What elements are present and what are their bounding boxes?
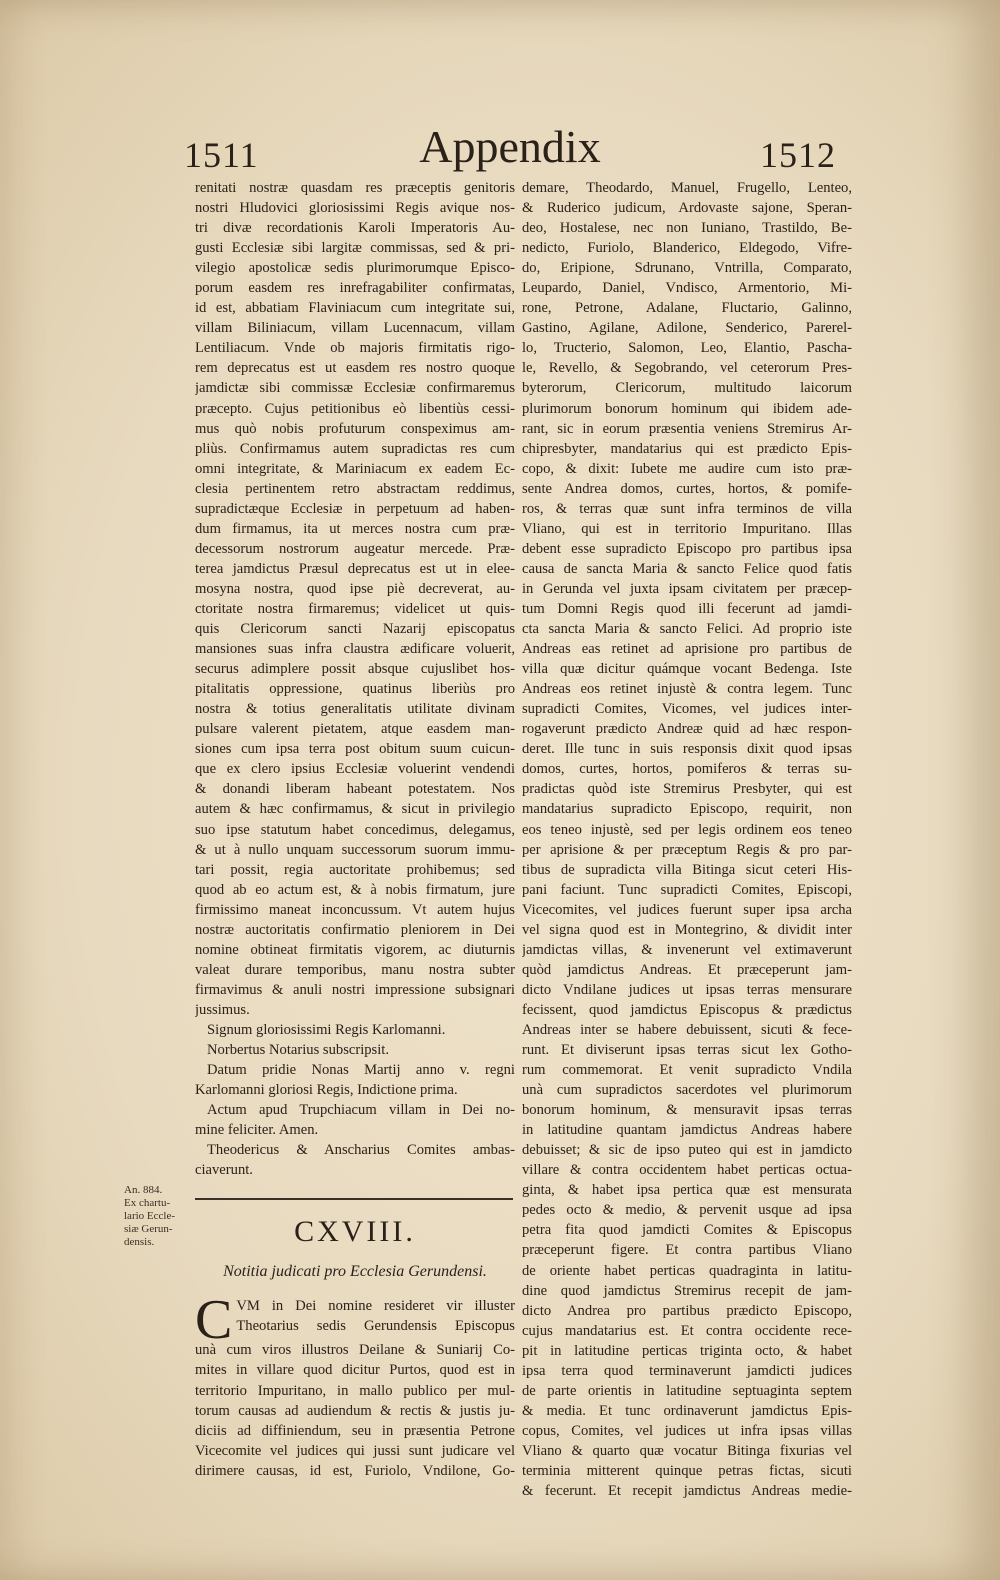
text-line: villam Biliniacum, villam Lucennacum, villam: [195, 320, 515, 337]
text-line: mus quò nobis profuturum conspeximus am-: [195, 420, 515, 437]
text-line: terminia mitterent quinque petras fictas, sicuti: [522, 1463, 852, 1479]
text-line: tri divæ recordationis Karoli Imperatoris Au-: [195, 220, 515, 237]
text-line: nomine obtineat firmitatis vigorem, ac diuturnis: [195, 941, 515, 958]
text-line: Vliano & quarto quæ vocatur Bitinga fixurias vel: [522, 1442, 852, 1459]
paragraph-lines: [195, 1340, 515, 1480]
text-line: de oriente habet perticas quadraginta in latitu-: [522, 1262, 852, 1279]
section-title: Notitia judicati pro Ecclesia Gerundensi.: [223, 1263, 487, 1281]
text-line: Datum pridie Nonas Martij anno v. regni: [207, 1062, 515, 1079]
text-line: tum Domni Regis quod illi fecerunt ad jamdi-: [522, 600, 852, 617]
text-line: & media. Et tunc ordinaverunt jamdictus Epis-: [522, 1402, 852, 1419]
drop-cap: C: [195, 1289, 233, 1352]
text-line: Lentiliacum. Vnde ob majoris firmitatis rigo-: [195, 340, 515, 357]
text-line: autem & hæc confirmamus, & sicut in privilegio: [195, 801, 515, 818]
text-line: bonorum hominum, & mensuravit ipsas terras: [522, 1102, 852, 1119]
margin-note-line: Ex chartu-: [124, 1197, 171, 1209]
text-line: suo ipse statutum habet concedimus, delegamus,: [195, 821, 515, 838]
text-line: eos teneo injustè, sed per legis ordinem eos teneo: [522, 821, 852, 838]
text-line: domos, curtes, hortos, pomiferos & terras su-: [522, 761, 852, 778]
text-line: pitalitatis oppressione, quatinus liberiùs pro: [195, 681, 515, 698]
margin-note-line: siæ Gerun-: [124, 1223, 173, 1235]
text-line: securus adimplere possit absque cujuslibet hos-: [195, 661, 515, 678]
text-line: Gastino, Agilane, Adilone, Senderico, Parerel-: [522, 320, 852, 337]
text-line: mansiones suas infra claustra ædificare voluerit,: [195, 641, 515, 658]
text-line: villa quæ dicitur quámque vocant Bedenga. Iste: [522, 661, 852, 678]
text-line: jamdictas villas, & invenerunt vel extimaverunt: [522, 941, 852, 958]
text-line: Andreas eos retinet injustè & contra legem. Tunc: [522, 681, 852, 698]
text-line: plurimorum bonorum hominum qui ibidem ade-: [522, 400, 852, 417]
text-line: mosyna nostra, quod ipse piè decreverat, au-: [195, 580, 515, 597]
text-line: jamdictæ sibi commissæ Ecclesiæ confirmaremus: [195, 380, 515, 397]
text-line: Vicecomite vel judices qui jussi sunt judicare vel: [195, 1442, 515, 1459]
text-line: pedes octo & medio, & pervenit usque ad ipsa: [522, 1202, 852, 1219]
text-line: quod ab eo actum est, & à nobis firmatum, jure: [195, 881, 515, 898]
text-line: torum causas ad audiendum & rectis & justis ju-: [195, 1402, 515, 1419]
text-line: dirimere causas, id est, Furiolo, Vndilone, Go-: [195, 1462, 515, 1479]
drop-cap-lines: [195, 1296, 515, 1336]
text-line: Andreas eas retinet ad aprisione pro partibus de: [522, 641, 852, 658]
text-line: tari possit, regia auctoritate prohibemus; sed: [195, 861, 515, 878]
text-line: rum commemorat. Et venit supradicto Vndila: [522, 1062, 852, 1079]
text-line: supradictæque Ecclesiæ in perpetuum ad haben-: [195, 500, 515, 517]
text-line: que ex clero ipsius Ecclesiæ voluerint vendendi: [195, 761, 515, 778]
margin-note: [124, 1184, 194, 1249]
text-line: Vicecomites, vel judices fuerunt super ipsa archa: [522, 901, 852, 918]
text-line: rem deprecatus est ut easdem res nostro quoque: [195, 360, 515, 377]
text-line: firmavimus & anuli nostri impressione subsignari: [195, 981, 515, 998]
page-header: [180, 120, 840, 180]
text-line: Theotarius sedis Gerundensis Episcopus: [236, 1318, 515, 1335]
text-line: debent esse supradicto Episcopo pro partibus ipsa: [522, 540, 852, 557]
text-line: ros, & terras quæ sunt infra terminos de villa: [522, 500, 852, 517]
right-column-text: [522, 178, 852, 1501]
margin-note-line: densis.: [124, 1236, 155, 1248]
text-line: rogaverunt prædicto Andreæ quid ad hæc respon-: [522, 721, 852, 738]
text-line: mites in villare quod dicitur Purtos, quod est in: [195, 1362, 515, 1379]
right-column: [522, 178, 852, 1501]
text-line: & donandi liberam habeant potestatem. Nos: [195, 781, 515, 798]
text-line: nostra & totius generalitatis utilitate divinam: [195, 701, 515, 718]
text-line: gusti Ecclesiæ sibi largitæ commissas, sed & pri-: [195, 240, 515, 257]
text-line: Leupardo, Daniel, Vndisco, Armentorio, Mi-: [522, 280, 852, 297]
text-line: le, Revello, & Segobrando, vel ceterorum Pres-: [522, 360, 852, 377]
text-line: firmissimo maneat inconcussum. Vt autem hujus: [195, 901, 515, 918]
text-line: copo, & dixit: Iubete me audire cum isto præ-: [522, 460, 852, 477]
text-line: territorio Impuritano, in mallo publico per mul-: [195, 1382, 515, 1399]
margin-note-line: lario Eccle-: [124, 1210, 175, 1222]
text-line: dicto Andrea pro partibus prædicto Episcopo,: [522, 1302, 852, 1319]
text-line: clesia pertinentem retro abstractam reddimus,: [195, 480, 515, 497]
text-line: id est, abbatiam Flaviniacum cum integritate sui,: [195, 300, 515, 317]
text-line: sente Andrea domos, curtes, hortos, & pomife-: [522, 480, 852, 497]
text-line: causa de sancta Maria & sancto Felice quod fatis: [522, 560, 852, 577]
text-line: Vliano, qui est in territorio Impuritano. Illas: [522, 520, 852, 537]
text-line: Actum apud Trupchiacum villam in Dei no-: [207, 1102, 515, 1119]
text-line: terea jamdictus Præsul deprecatus est ut in elee-: [195, 560, 515, 577]
text-line: lo, Tructerio, Salomon, Leo, Elantio, Pascha-: [522, 340, 852, 357]
section-number: CXVIII.: [294, 1215, 416, 1249]
text-line: ctoritate nostra firmaremus; videlicet ut quis-: [195, 600, 515, 617]
text-line: demare, Theodardo, Manuel, Frugello, Lenteo,: [522, 180, 852, 196]
text-line: debuisset; & sic de ipso puteo qui est in jamdicto: [522, 1142, 852, 1159]
text-line: omni integritate, & Mariniacum ex eadem Ec-: [195, 460, 515, 477]
text-line: Karlomanni gloriosi Regis, Indictione prima.: [195, 1082, 458, 1099]
text-line: nostri Hludovici gloriosissimi Regis avique nos-: [195, 200, 515, 217]
text-line: quis Clericorum sancti Nazarij episcopatus: [195, 621, 515, 638]
text-line: vel signa quod est in Montegrino, & dividit inter: [522, 921, 852, 938]
text-line: Signum gloriosissimi Regis Karlomanni.: [207, 1021, 446, 1038]
text-line: supradicti Comites, Vicomes, vel judices inter-: [522, 701, 852, 718]
text-line: pit in latitudine perticas triginta octo, & habet: [522, 1342, 852, 1359]
text-line: cta sancta Maria & sancto Felici. Ad proprio iste: [522, 621, 852, 638]
text-line: in Gerunda vel juxta ipsam civitatem per præcep-: [522, 580, 852, 597]
text-line: præceperunt figere. Et contra partibus Vliano: [522, 1242, 852, 1259]
text-line: renitati nostræ quasdam res præceptis genitoris: [195, 180, 515, 196]
text-line: fecissent, quod jamdictus Episcopus & prædictus: [522, 1001, 852, 1018]
text-line: ciaverunt.: [195, 1162, 253, 1179]
text-line: decessorum nostrorum augeatur mercede. Præ-: [195, 540, 515, 557]
text-line: in latitudine quantam jamdictus Andreas habere: [522, 1122, 852, 1139]
text-line: copus, Comites, vel judices ut infra ipsas villas: [522, 1422, 852, 1439]
left-column: [195, 178, 515, 1481]
text-line: tibus de supradicta villa Bitinga sicut ceteri His-: [522, 861, 852, 878]
page-number-right: 1512: [760, 135, 836, 175]
text-line: jussimus.: [195, 1001, 250, 1018]
left-column-text: [195, 178, 515, 1180]
text-line: ginta, & habet ipsa pertica quæ est mensurata: [522, 1182, 852, 1199]
text-line: pani faciunt. Tunc supradicti Comites, Episcopi,: [522, 881, 852, 898]
text-line: Theodericus & Anscharius Comites ambas-: [207, 1142, 515, 1159]
text-line: per aprisione & per præceptum Regis & pro par-: [522, 841, 852, 858]
text-line: & ut à nullo unquam successorum suorum immu-: [195, 841, 515, 858]
text-line: pliùs. Confirmamus autem supradictas res cum: [195, 440, 515, 457]
text-line: & Ruderico judicum, Ardovaste sajone, Speran-: [522, 200, 852, 217]
text-line: rone, Petrone, Adalane, Fluctario, Galinno,: [522, 300, 852, 317]
text-line: valeat durare temporibus, manu nostra subter: [195, 961, 515, 978]
text-line: runt. Et diviserunt ipsas terras sicut lex Gotho-: [522, 1042, 852, 1059]
text-line: pradictas quòd iste Stremirus Presbyter, qui est: [522, 781, 852, 798]
text-line: byterorum, Clericorum, multitudo laicorum: [522, 380, 852, 397]
text-line: chipresbyter, mandatarius qui est prædicto Epis-: [522, 440, 852, 457]
text-line: VM in Dei nomine resideret vir illuster: [236, 1298, 515, 1315]
text-line: de parte orientis in latitudine septuaginta septem: [522, 1382, 852, 1399]
text-line: mine feliciter. Amen.: [195, 1122, 319, 1139]
text-line: do, Eripione, Sdrunano, Vntrilla, Comparato,: [522, 260, 852, 277]
text-line: petra fita quod jamdicti Comites & Episcopus: [522, 1222, 852, 1239]
text-line: cujus mandatarius est. Et contra occidente rece-: [522, 1322, 852, 1339]
text-line: rant, sic in eorum præsentia veniens Stremirus Ar-: [522, 420, 852, 437]
text-line: dum firmamus, ita ut merces nostra cum præ-: [195, 520, 515, 537]
section-divider: [195, 1198, 513, 1200]
text-line: præcepto. Cujus petitionibus eò libentiùs cessi-: [195, 400, 515, 417]
text-line: pulsare valerent pietatem, atque easdem man-: [195, 721, 515, 738]
text-line: vilegio apostolicæ sedis plurimorumque Episco-: [195, 260, 515, 277]
text-line: villare & contra occidentem habet perticas octua-: [522, 1162, 852, 1179]
text-line: nedicto, Furiolo, Blanderico, Eldegodo, Vifre-: [522, 240, 852, 257]
text-line: nostræ auctoritatis confirmatio pleniorem in Dei: [195, 921, 515, 938]
text-line: Andreas inter se habere debuissent, sicuti & fece-: [522, 1021, 852, 1038]
text-line: quòd jamdictus Andreas. Et præceperunt jam-: [522, 961, 852, 978]
text-line: siones cum ipsa terra post obitum suum cuicun-: [195, 741, 515, 758]
running-title: Appendix: [419, 121, 601, 172]
text-line: unà cum viros illustros Deilane & Suniarij Co-: [195, 1342, 515, 1359]
text-line: ipsa terra quod terminaverunt jamdicti judices: [522, 1362, 852, 1379]
text-line: deret. Ille tunc in suis responsis dixit quod ipsas: [522, 741, 852, 758]
text-line: mandatarius supradicto Episcopo, requirit, non: [522, 801, 852, 818]
page-number-left: 1511: [184, 135, 259, 175]
text-line: Norbertus Notarius subscripsit.: [207, 1042, 389, 1059]
text-line: porum easdem res inrefragabiliter confirmatas,: [195, 280, 515, 297]
text-line: dine quod jamdictus Stremirus recepit de jam-: [522, 1282, 852, 1299]
first-paragraph: [195, 1289, 515, 1480]
text-line: dicto Vndilane judices ut ipsas terras mensurare: [522, 981, 852, 998]
text-line: & fecerunt. Et recepit jamdictus Andreas medie-: [522, 1483, 852, 1500]
margin-note-line: An. 884.: [124, 1184, 163, 1196]
text-line: deo, Hostalese, nec non Iuniano, Trastildo, Be-: [522, 220, 852, 237]
text-line: diciis ad diffiniendum, seu in præsentia Petrone: [195, 1422, 515, 1439]
text-line: unà cum supradictos sacerdotes vel plurimorum: [522, 1082, 852, 1099]
